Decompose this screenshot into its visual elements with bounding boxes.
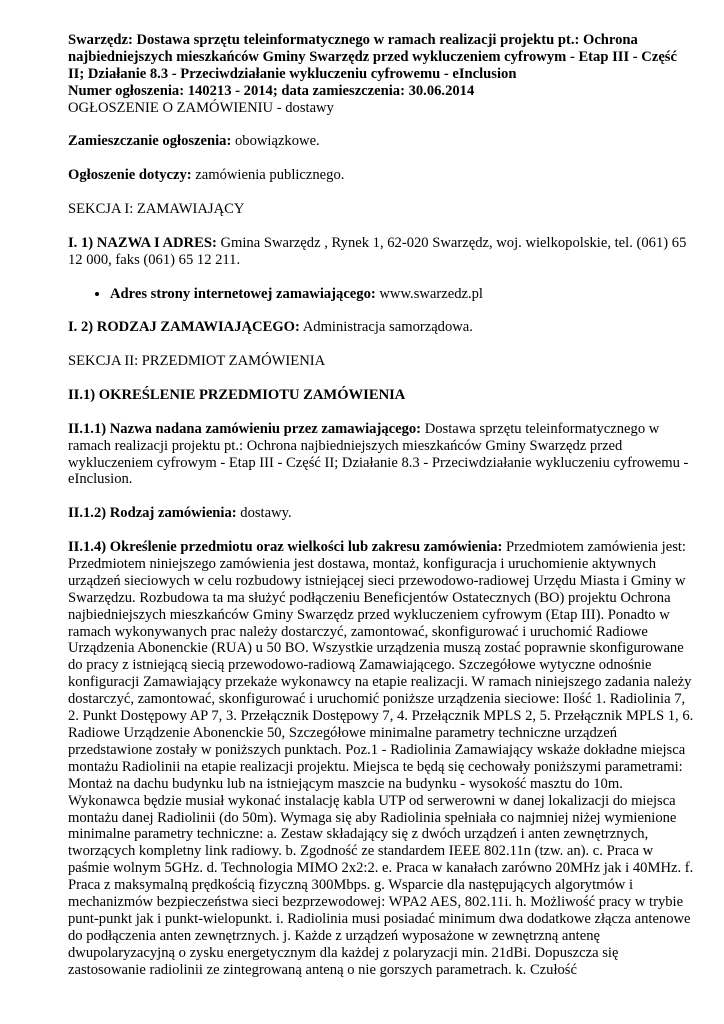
section2-subheading: II.1) OKREŚLENIE PRZEDMIOTU ZAMÓWIENIA	[68, 386, 406, 403]
section1-heading: SEKCJA I: ZAMAWIAJĄCY	[68, 201, 245, 218]
section2-subheading-paragraph	[68, 387, 696, 404]
order-description-label: II.1.4) Określenie przedmiotu oraz wielkości lub zakresu zamówienia:	[68, 539, 503, 556]
document-header	[68, 32, 696, 117]
contracting-name-value: Gmina Swarzędz , Rynek 1, 62-020 Swarzędz, woj. wielkopolskie, tel. (061) 65 12 000, faks (061) 65 12 211.	[68, 234, 687, 268]
contracting-name-paragraph	[68, 235, 696, 269]
notice-title: Swarzędz: Dostawa sprzętu teleinformatycznego w ramach realizacji projektu pt.: Ochrona najbiedniejszych mieszkańców Gminy Swarzędz przed wykluczeniem cyfrowym - Etap III - Część II; Działanie 8.3 - Przeciwdziałanie wykluczeniu cyfrowemu - eInclusion	[68, 32, 677, 82]
order-kind-paragraph	[68, 505, 696, 522]
order-description-paragraph	[68, 539, 696, 979]
concerns-label: Ogłoszenie dotyczy:	[68, 167, 192, 184]
concerns-value: zamówienia publicznego.	[191, 167, 345, 184]
contracting-type-value: Administracja samorządowa.	[299, 319, 473, 336]
posting-label: Zamieszczanie ogłoszenia:	[68, 133, 232, 150]
concerns-paragraph	[68, 167, 696, 184]
website-list	[68, 286, 696, 303]
order-kind-value: dostawy.	[236, 505, 292, 522]
order-name-value: Dostawa sprzętu teleinformatycznego w ramach realizacji projektu pt.: Ochrona najbiedniejszych mieszkańców Gminy Swarzędz przed wykluczeniem cyfrowym - Etap III - Część II; Działanie 8.3 - Przeciwdziałanie wykluczeniu cyfrowemu - eInclusion.	[68, 420, 689, 488]
section2-heading: SEKCJA II: PRZEDMIOT ZAMÓWIENIA	[68, 353, 326, 370]
contracting-name-label: I. 1) NAZWA I ADRES:	[68, 234, 217, 251]
website-label: Adres strony internetowej zamawiającego:	[110, 285, 376, 302]
order-name-label: II.1.1) Nazwa nadana zamówieniu przez zamawiającego:	[68, 420, 422, 437]
contracting-type-label: I. 2) RODZAJ ZAMAWIAJĄCEGO:	[68, 319, 300, 336]
order-kind-label: II.1.2) Rodzaj zamówienia:	[68, 505, 237, 522]
posting-value: obowiązkowe.	[231, 133, 320, 150]
website-link[interactable]: www.swarzedz.pl	[375, 285, 483, 302]
notice-type: OGŁOSZENIE O ZAMÓWIENIU - dostawy	[68, 99, 334, 116]
posting-paragraph	[68, 133, 696, 150]
order-name-paragraph	[68, 421, 696, 489]
website-item	[110, 286, 696, 303]
notice-number: Numer ogłoszenia: 140213 - 2014; data zamieszczenia: 30.06.2014	[68, 82, 475, 99]
order-description-value: Przedmiotem zamówienia jest: Przedmiotem niniejszego zamówienia jest dostawa, montaż, konfiguracja i uruchomienie aktywnych urządzeń sieciowych w celu rozbudowy istniejącej sieci przewodowo-radiowej Urzędu Miasta i Gminy w Swarzędzu. Rozbudowa ta ma służyć podłączeniu Beneficjentów Ostatecznych (BO) projektu Ochrona najbiedniejszych mieszkańców Gminy Swarzędz przed wykluczeniem cyfrowym (Etap III). Ponadto w ramach wykonywanych prac należy dostarczyć, zamontować, skonfigurować i uruchomić Radiowe Urządzenia Abonenckie (RUA) u 50 BO. Wszystkie urządzenia muszą zostać poprawnie skonfigurowane do pracy z istniejącą siecią przewodowo-radiową Zamawiającego. Szczegółowe wytyczne odnośnie konfiguracji Zamawiający przekaże wykonawcy na etapie realizacji. W ramach niniejszego zadania należy dostarczyć, zamontować, skonfigurować i uruchomić poniższe urządzenia sieciowe: Ilość 1. Radiolinia 7, 2. Punkt Dostępowy AP 7, 3. Przełącznik Dostępowy 7, 4. Przełącznik MPLS 2, 5. Przełącznik MPLS 1, 6. Radiowe Urządzenie Abonenckie 50, Szczegółowe minimalne parametry techniczne urządzeń przedstawione zostały w poniższych punktach. Poz.1 - Radiolinia Zamawiający wskaże dokładne miejsca montażu Radiolinii na etapie realizacji projektu. Miejsca te będą się cechowały poniższymi parametrami: Montaż na dachu budynku lub na istniejącym maszcie na budynku - wysokość masztu do 10m. Wykonawca będzie musiał wykonać instalację kabla UTP od serwerowni w danej lokalizacji do miejsca montażu danej Radiolinii (do 50m). Wymaga się aby Radiolinia spełniała co najmniej niżej wymienione minimalne parametry techniczne: a. Zestaw składający się z dwóch urządzeń i anten zewnętrznych, tworzących kompletny link radiowy. b. Zgodność ze standardem IEEE 802.11n (tzw. an). c. Praca w paśmie wolnym 5GHz. d. Technologia MIMO 2x2:2. e. Praca w kanałach zarówno 20MHz jak i 40MHz. f. Praca z maksymalną prędkością fizyczną 300Mbps. g. Wsparcie dla następujących algorytmów i mechanizmów bezpieczeństwa sieci bezprzewodowej: WPA2 AES, 802.11i. h. Możliwość pracy w trybie punt-punkt jak i punkt-wielopunkt. i. Radiolinia musi posiadać minimum dwa dodatkowe złącza antenowe do podłączenia anten zewnętrznych. j. Każde z urządzeń wyposażone w zewnętrzną antenę dwupolaryzacyjną o zysku energetycznym dla każdej z polaryzacji min. 21dBi. Dopuszcza się zastosowanie radiolinii ze zintegrowaną anteną o nie gorszych parametrach. k. Czułość	[68, 539, 694, 978]
contracting-type-paragraph	[68, 319, 696, 336]
